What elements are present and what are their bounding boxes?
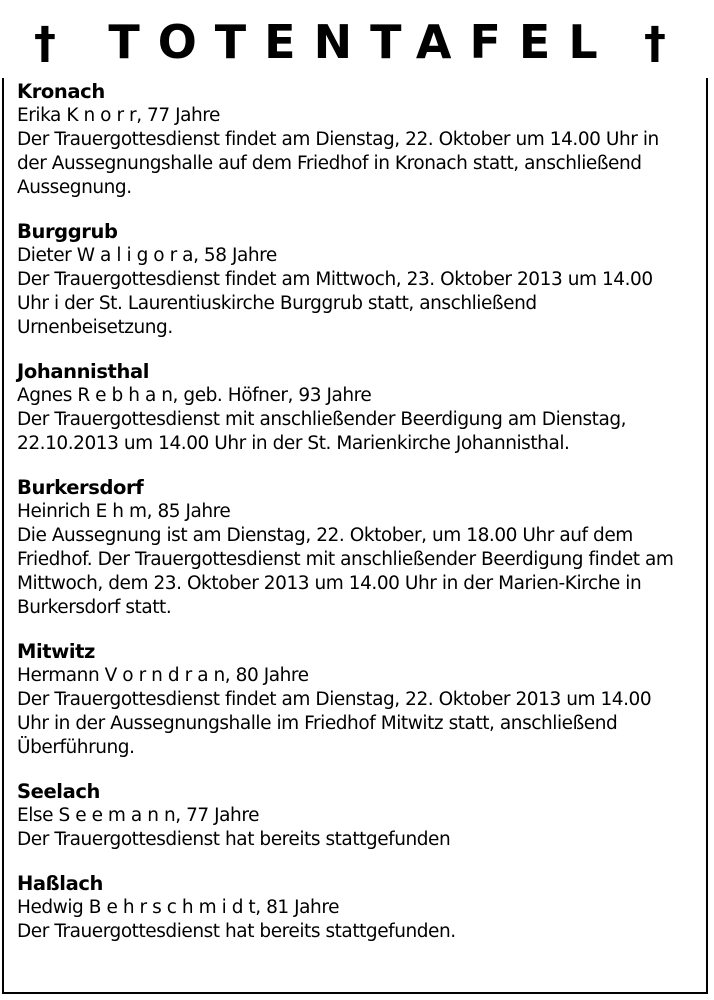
entry-text: Überführung. [17, 737, 135, 758]
entry-text: Der Trauergottesdienst hat bereits stattgefunden [17, 829, 451, 850]
entry-text: Aussegnung. [17, 177, 132, 198]
entry-text: der Aussegnungshalle auf dem Friedhof in Kronach statt, anschließend [17, 153, 642, 174]
entry-name: Else S e e m a n n, 77 Jahre [17, 805, 260, 826]
entry-text: Der Trauergottesdienst hat bereits stattgefunden. [17, 921, 456, 942]
entry-text: Friedhof. Der Trauergottesdienst mit anschließender Beerdigung findet am [17, 549, 674, 570]
entry-place: Kronach [17, 80, 105, 103]
obituary-entry [17, 80, 707, 200]
page-title: TOTENTAFEL [108, 15, 616, 69]
entry-name: Erika K n o r r, 77 Jahre [17, 105, 220, 126]
obituary-entry [17, 872, 707, 944]
obituary-entry [17, 220, 707, 340]
cross-icon-right: † [644, 18, 666, 69]
cross-icon-left: † [34, 18, 56, 69]
entry-name: Agnes R e b h a n, geb. Höfner, 93 Jahre [17, 385, 372, 406]
entry-place: Burkersdorf [17, 476, 144, 499]
entry-name: Dieter W a l i g o r a, 58 Jahre [17, 245, 277, 266]
header [0, 2, 714, 78]
entry-text: Der Trauergottesdienst findet am Dienstag, 22. Oktober 2013 um 14.00 [17, 689, 652, 710]
entry-text: 22.10.2013 um 14.00 Uhr in der St. Marienkirche Johannisthal. [17, 433, 570, 454]
entry-place: Johannisthal [17, 360, 149, 383]
entry-text: Der Trauergottesdienst findet am Dienstag, 22. Oktober um 14.00 Uhr in [17, 129, 659, 150]
entry-place: Mitwitz [17, 640, 95, 663]
entry-text: Burkersdorf statt. [17, 597, 172, 618]
entry-place: Burggrub [17, 220, 118, 243]
entry-text: Uhr in der Aussegnungshalle im Friedhof Mitwitz statt, anschließend [17, 713, 618, 734]
entry-place: Seelach [17, 780, 100, 803]
entry-text: Die Aussegnung ist am Dienstag, 22. Oktober, um 18.00 Uhr auf dem [17, 525, 633, 546]
entry-name: Hermann V o r n d r a n, 80 Jahre [17, 665, 309, 686]
entry-place: Haßlach [17, 872, 103, 895]
entry-text: Der Trauergottesdienst findet am Mittwoch, 23. Oktober 2013 um 14.00 [17, 269, 653, 290]
obituary-entry [17, 360, 707, 456]
entry-text: Der Trauergottesdienst mit anschließender Beerdigung am Dienstag, [17, 409, 627, 430]
entry-text: Urnenbeisetzung. [17, 317, 173, 338]
entry-text: Mittwoch, dem 23. Oktober 2013 um 14.00 Uhr in der Marien-Kirche in [17, 573, 642, 594]
entry-name: Heinrich E h m, 85 Jahre [17, 501, 231, 522]
entry-name: Hedwig B e h r s c h m i d t, 81 Jahre [17, 897, 340, 918]
entry-text: Uhr i der St. Laurentiuskirche Burggrub statt, anschließend [17, 293, 537, 314]
obituary-list [17, 80, 707, 964]
obituary-entry [17, 476, 707, 620]
obituary-entry [17, 640, 707, 760]
obituary-entry [17, 780, 707, 852]
